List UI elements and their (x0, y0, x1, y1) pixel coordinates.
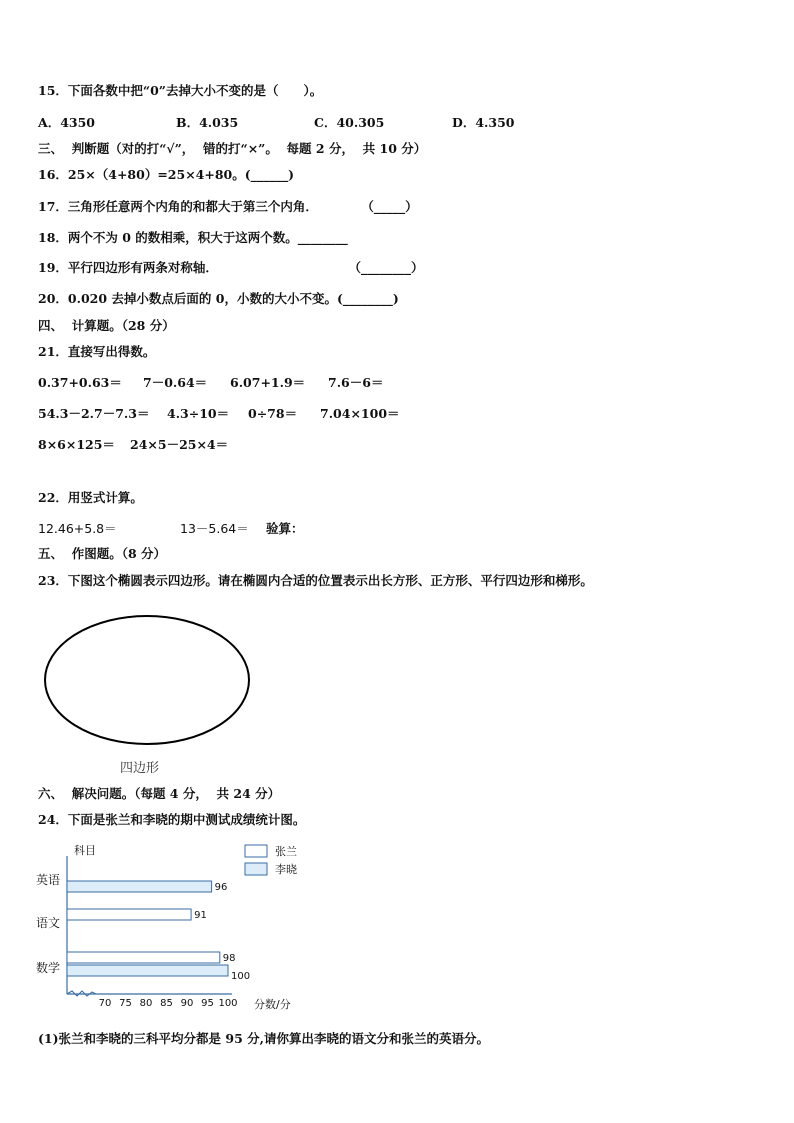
section4-heading: 四、 计算题。（28 分） (38, 318, 175, 333)
category-label: 英语 (36, 873, 61, 887)
q22-item: 13－5.64＝ (180, 521, 249, 536)
ellipse-caption: 四边形 (120, 761, 160, 776)
q24-sub1: (1)张兰和李晓的三科平均分都是 95 分,请你算出李晓的语文分和张兰的英语分。 (38, 1031, 489, 1046)
q23: 23．下图这个椭圆表示四边形。请在椭圆内合适的位置表示出长方形、正方形、平行四边形和梯形。 (38, 573, 593, 588)
calc-item: 7－0.64＝ (143, 375, 208, 390)
x-tick-label: 85 (160, 998, 173, 1009)
q21: 21．直接写出得数。 (38, 344, 156, 359)
bar-value-label: 91 (194, 910, 207, 921)
bar-zhanglan (67, 952, 220, 963)
legend-label-lixiao: 李晓 (275, 863, 297, 876)
y-axis-label: 科目 (74, 844, 96, 857)
calc-item: 6.07+1.9＝ (230, 375, 306, 390)
section6-heading: 六、 解决问题。（每题 4 分， 共 24 分） (38, 786, 281, 801)
calc-item: 0÷78＝ (248, 406, 298, 421)
score-bar-chart (32, 838, 332, 1022)
q15-option-a: A．4350 (38, 115, 95, 130)
bar-lixiao (67, 881, 212, 892)
x-axis-label: 分数/分 (254, 998, 291, 1011)
bar-lixiao (67, 965, 228, 976)
bar-value-label: 98 (222, 953, 236, 964)
q17: 17．三角形任意两个内角的和都大于第三个内角． （_____） (38, 199, 418, 214)
bar-zhanglan (67, 909, 191, 920)
q15-option-b: B．4.035 (176, 115, 239, 130)
calc-item: 4.3÷10＝ (167, 406, 230, 421)
calc-item: 8×6×125＝ (38, 437, 115, 452)
q19: 19．平行四边形有两条对称轴． （________） (38, 260, 424, 275)
category-label: 语文 (36, 916, 61, 930)
calc-item: 7.04×100＝ (320, 406, 400, 421)
x-tick-label: 75 (119, 998, 132, 1009)
q24: 24．下面是张兰和李晓的期中测试成绩统计图。 (38, 812, 306, 827)
q16: 16．25×（4+80）=25×4+80。(______) (38, 167, 295, 182)
calc-item: 24×5－25×4＝ (130, 437, 229, 452)
calc-item: 7.6－6＝ (328, 375, 384, 390)
q20: 20．0.020 去掉小数点后面的 0，小数的大小不变。(________) (38, 291, 399, 306)
category-label: 数学 (36, 961, 61, 975)
q22-item: 验算： (266, 521, 304, 536)
x-tick-label: 100 (218, 998, 238, 1009)
q22: 22．用竖式计算。 (38, 490, 143, 505)
calc-item: 54.3－2.7－7.3＝ (38, 406, 150, 421)
q22-item: 12.46+5.8＝ (38, 521, 117, 536)
bar-value-label: 96 (214, 882, 228, 893)
quadrilateral-ellipse (42, 613, 252, 747)
bar-value-label: 100 (231, 971, 251, 982)
section5-heading: 五、 作图题。（8 分） (38, 546, 167, 561)
q15-option-c: C．40.305 (314, 115, 385, 130)
q18: 18．两个不为 0 的数相乘，积大于这两个数。________ (38, 230, 348, 245)
x-tick-label: 70 (98, 998, 112, 1009)
legend-label-zhanglan: 张兰 (275, 845, 297, 858)
q15-text: 15．下面各数中把“0”去掉大小不变的是（ ）。 (38, 83, 323, 98)
x-tick-label: 90 (180, 998, 194, 1009)
calc-item: 0.37+0.63＝ (38, 375, 122, 390)
x-tick-label: 95 (201, 998, 214, 1009)
section3-heading: 三、 判断题（对的打“√”， 错的打“×”。 每题 2 分， 共 10 分） (38, 141, 427, 156)
legend-swatch-zhanglan (245, 845, 267, 857)
q15-option-d: D．4.350 (452, 115, 515, 130)
x-tick-label: 80 (139, 998, 153, 1009)
legend-swatch-lixiao (245, 863, 267, 875)
